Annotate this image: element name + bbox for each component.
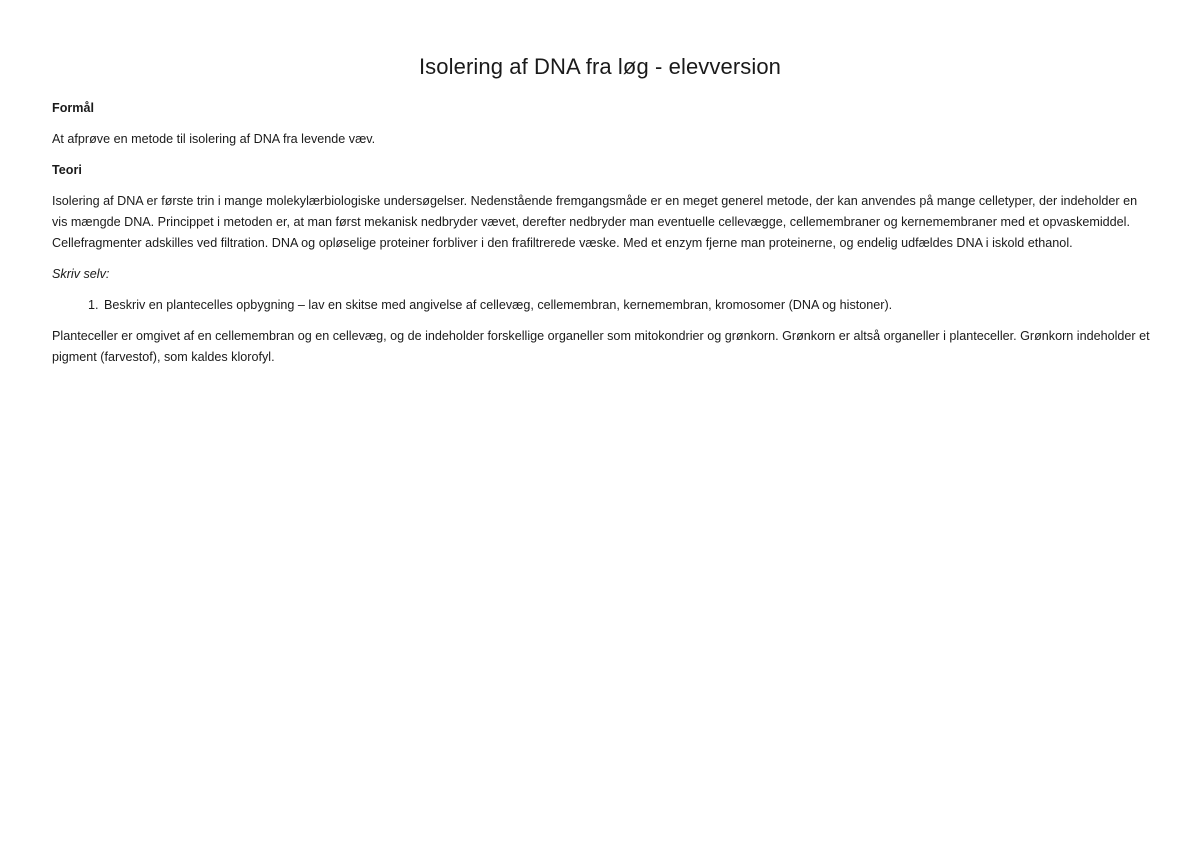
formaal-text: At afprøve en metode til isolering af DNA fra levende væv. (52, 132, 376, 146)
task-item-1: 1. Beskriv en plantecelles opbygning – lav en skitse med angivelse af cellevæg, cellemembran, kernemembran, kromosomer (DNA og histoner). (102, 295, 1152, 316)
document-body (52, 98, 1152, 378)
task-list (52, 295, 1152, 316)
teori-heading: Teori (52, 163, 82, 177)
teori-text: Isolering af DNA er første trin i mange molekylærbiologiske undersøgelser. Nedenstående fremgangsmåde er en meget generel metode, der kan anvendes på mange celletyper, der indeholder en vis mængde DNA. Princippet i metoden er, at man først mekanisk nedbryder vævet, derefter nedbryder man eventuelle cellevægge, cellemembraner og kernemembraner med et opvaskemiddel. Cellefragmenter adskilles ved filtration. DNA og opløselige proteiner forbliver i den frafiltrerede væske. Med et enzym fjerne man proteinerne, og endelig udfældes DNA i iskold ethanol. (52, 194, 1138, 250)
skriv-selv-label: Skriv selv: (52, 267, 110, 281)
answer-text: Planteceller er omgivet af en cellemembran og en cellevæg, og de indeholder forskellige organeller som mitokondrier og grønkorn. Grønkorn er altså organeller i planteceller. Grønkorn indeholder et pigment (farvestof), som kaldes klorofyl. (52, 329, 1150, 364)
document-title: Isolering af DNA fra løg - elevversion (418, 54, 782, 79)
formaal-heading: Formål (52, 101, 94, 115)
